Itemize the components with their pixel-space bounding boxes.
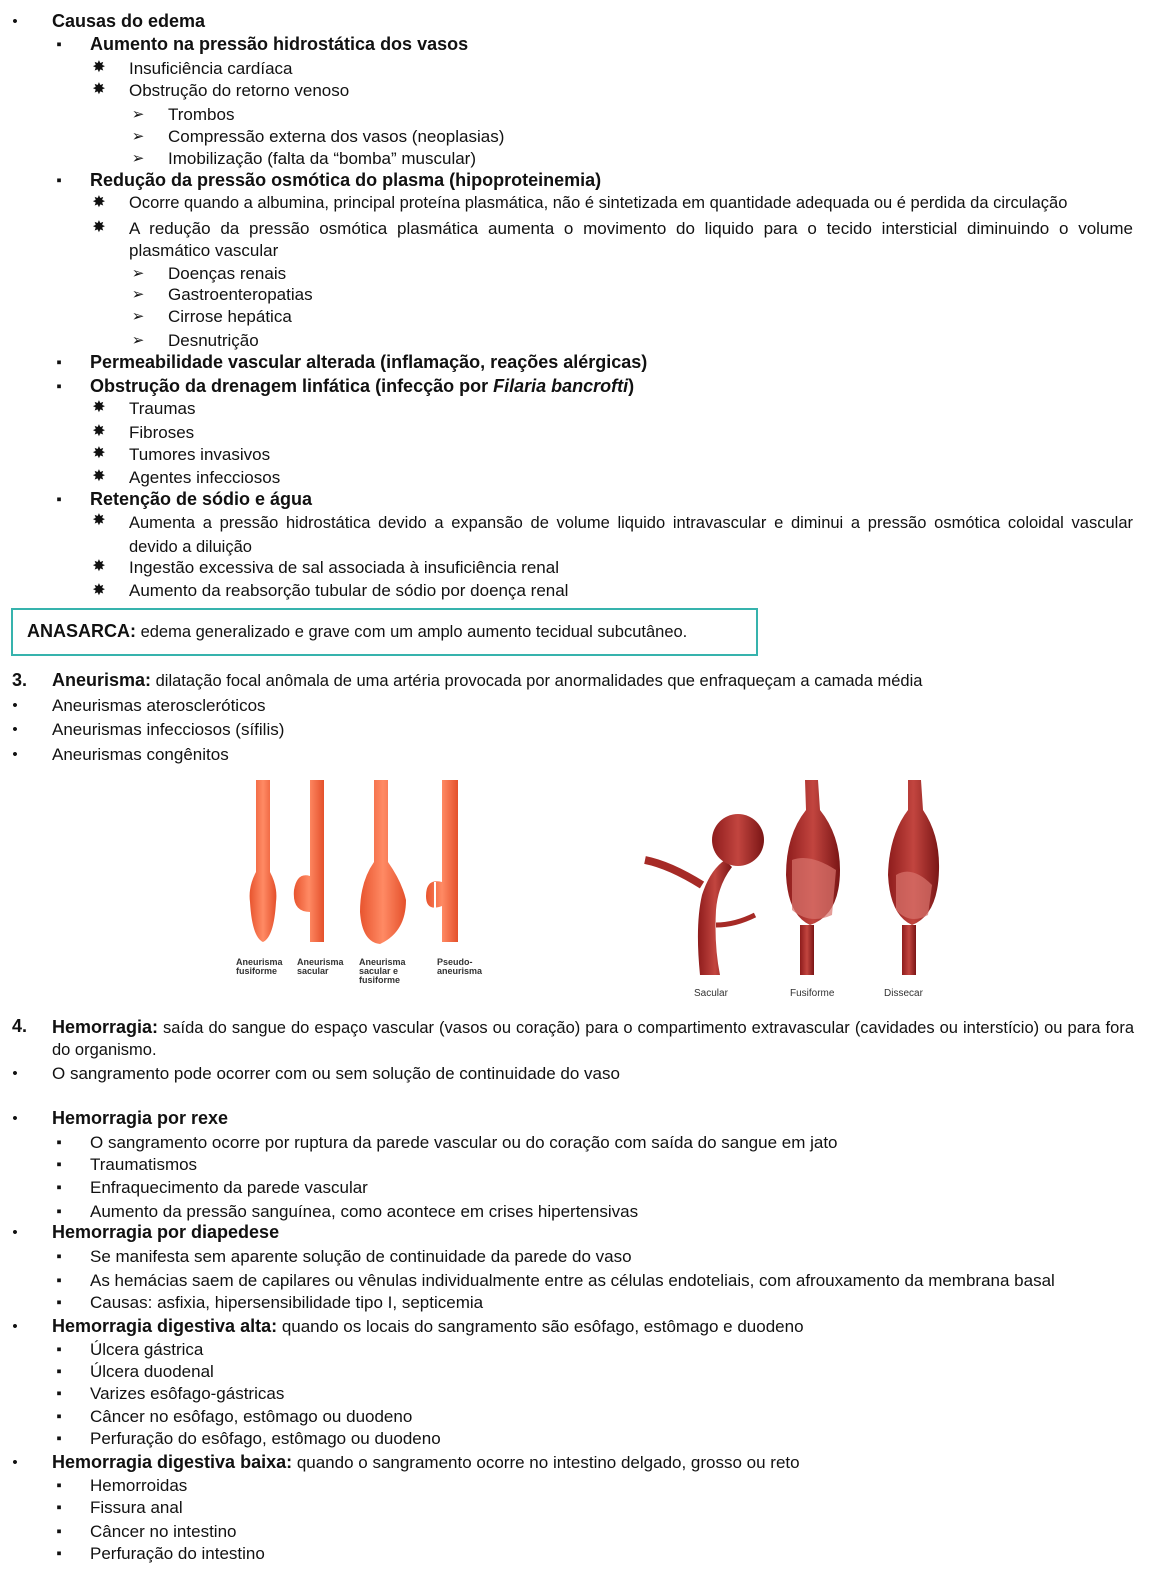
square-marker: ▪ — [56, 1203, 62, 1220]
anasarca-def: edema generalizado e grave com um amplo aumento tecidual subcutâneo. — [136, 623, 688, 641]
edema-s4-title-c: ) — [628, 376, 635, 396]
star-marker: ✸ — [92, 219, 106, 236]
edema-s1-a: Insuficiência cardíaca — [129, 59, 293, 78]
edema-s2-b2: Gastroenteropatias — [168, 285, 313, 304]
alta-title: Hemorragia digestiva alta: — [52, 1316, 278, 1336]
edema-s1-b: Obstrução do retorno venoso — [129, 81, 350, 100]
bullet-marker: • — [12, 1110, 18, 1127]
alta-2: Úlcera duodenal — [90, 1362, 214, 1381]
square-marker: ▪ — [56, 378, 62, 395]
edema-s2-b1: Doenças renais — [168, 264, 287, 283]
star-marker: ✸ — [92, 423, 106, 440]
bullet-marker: • — [12, 721, 18, 738]
star-marker: ✸ — [92, 445, 106, 462]
alta-line — [52, 1316, 804, 1337]
edema-s1-b1: Trombos — [168, 105, 235, 124]
edema-s4-title-species: Filaria bancrofti — [493, 376, 629, 396]
bullet-marker: • — [12, 746, 18, 763]
fusiform-aneurysm-shape — [250, 780, 277, 942]
edema-s4-title — [90, 376, 634, 397]
edema-s2-a: Ocorre quando a albumina, principal proteína plasmática, não é sintetizada em quantidade adequada ou é perdida da circulação — [129, 194, 1068, 212]
rexe-1: O sangramento ocorre por ruptura da parede vascular ou do coração com saída do sangue em jato — [90, 1133, 838, 1152]
edema-s1-title: Aumento na pressão hidrostática dos vasos — [90, 34, 469, 54]
square-marker: ▪ — [56, 1385, 62, 1402]
edema-s4-c: Tumores invasivos — [129, 445, 271, 464]
aneurysm-illustration-figure — [640, 775, 945, 985]
square-marker: ▪ — [56, 1499, 62, 1516]
aneurisma-i1: Aneurismas ateroscleróticos — [52, 696, 266, 715]
edema-s1-b3: Imobilização (falta da “bomba” muscular) — [168, 149, 477, 168]
bullet-marker: • — [12, 13, 18, 30]
saccular-vessel — [698, 860, 732, 975]
arrow-marker: ➢ — [131, 150, 145, 167]
square-marker: ▪ — [56, 491, 62, 508]
arrow-marker: ➢ — [131, 106, 145, 123]
edema-s2-title: Redução da pressão osmótica do plasma (hipoproteinemia) — [90, 170, 602, 190]
edema-s5-c: Aumento da reabsorção tubular de sódio por doença renal — [129, 581, 569, 600]
fig1-caption-4: Pseudo-aneurisma — [437, 957, 483, 976]
edema-s4-d: Agentes infecciosos — [129, 468, 281, 487]
saccular-sac — [712, 814, 764, 866]
arrow-marker: ➢ — [131, 128, 145, 145]
square-marker: ▪ — [56, 354, 62, 371]
edema-s3-title: Permeabilidade vascular alterada (inflamação, reações alérgicas) — [90, 352, 648, 372]
edema-title: Causas do edema — [52, 11, 206, 31]
alta-3: Varizes esôfago-gástricas — [90, 1384, 285, 1403]
diapedese-title: Hemorragia por diapedese — [52, 1222, 280, 1242]
alta-1: Úlcera gástrica — [90, 1340, 204, 1359]
rexe-3: Enfraquecimento da parede vascular — [90, 1178, 368, 1197]
bullet-marker: • — [12, 1454, 18, 1471]
square-marker: ▪ — [56, 1134, 62, 1151]
baixa-4: Perfuração do intestino — [90, 1544, 265, 1563]
baixa-2: Fissura anal — [90, 1498, 183, 1517]
bullet-marker: • — [12, 697, 18, 714]
edema-s5-a: Aumenta a pressão hidrostática devido a expansão de volume liquido intravascular e diminui a pressão osmótica coloidal vascular devido a diluição — [129, 514, 1133, 556]
rexe-title: Hemorragia por rexe — [52, 1108, 229, 1128]
baixa-1: Hemorroidas — [90, 1476, 188, 1495]
baixa-3: Câncer no intestino — [90, 1522, 237, 1541]
edema-s1-b2: Compressão externa dos vasos (neoplasias) — [168, 127, 505, 146]
square-marker: ▪ — [56, 1248, 62, 1265]
rexe-4: Aumento da pressão sanguínea, como acontece em crises hipertensivas — [90, 1202, 639, 1221]
aneurisma-i2: Aneurismas infecciosos (sífilis) — [52, 720, 285, 739]
edema-s2-b3: Cirrose hepática — [168, 307, 292, 326]
arrow-marker: ➢ — [131, 332, 145, 349]
square-marker: ▪ — [56, 1363, 62, 1380]
edema-s5-b: Ingestão excessiva de sal associada à insuficiência renal — [129, 558, 559, 577]
bullet-marker: • — [12, 1318, 18, 1335]
star-marker: ✸ — [92, 558, 106, 575]
bullet-marker: • — [12, 1065, 18, 1082]
fig1-caption-1: Aneurisma fusiforme — [236, 957, 283, 976]
alta-4: Câncer no esôfago, estômago ou duodeno — [90, 1407, 413, 1426]
fig1-caption-2: Aneurisma sacular — [297, 957, 344, 976]
star-marker: ✸ — [92, 59, 106, 76]
square-marker: ▪ — [56, 1156, 62, 1173]
edema-s4-b: Fibroses — [129, 423, 195, 442]
diapedese-2: As hemácias saem de capilares ou vênulas individualmente entre as células endoteliais, com afrouxamento da membrana basal — [90, 1271, 1055, 1290]
diapedese-3: Causas: asfixia, hipersensibilidade tipo I, septicemia — [90, 1293, 484, 1312]
square-marker: ▪ — [56, 1408, 62, 1425]
anasarca-text — [27, 621, 687, 643]
saccular-aneurysm-shape — [294, 780, 324, 942]
hemorragia-def: saída do sangue do espaço vascular (vasos ou coração) para o compartimento extravascular (cavidades ou interstício) ou para fora do organismo. — [52, 1019, 1134, 1059]
square-marker: ▪ — [56, 172, 62, 189]
star-marker: ✸ — [92, 194, 106, 211]
baixa-title: Hemorragia digestiva baixa: — [52, 1452, 293, 1472]
square-marker: ▪ — [56, 1341, 62, 1358]
hemorragia-line — [52, 1016, 1134, 1061]
aneurysm-types-figure — [230, 772, 500, 962]
pseudo-aneurysm-shape — [426, 780, 458, 942]
edema-s4-a: Traumas — [129, 399, 196, 418]
saccular-fusiform-aneurysm-shape — [360, 780, 406, 944]
fig2-caption-1: Sacular — [694, 988, 728, 999]
alta-5: Perfuração do esôfago, estômago ou duodeno — [90, 1429, 441, 1448]
star-marker: ✸ — [92, 399, 106, 416]
square-marker: ▪ — [56, 1545, 62, 1562]
aneurisma-i3: Aneurismas congênitos — [52, 745, 229, 764]
square-marker: ▪ — [56, 1294, 62, 1311]
fig2-caption-2: Fusiforme — [790, 988, 835, 999]
aneurisma-term: Aneurisma: — [52, 670, 152, 690]
rexe-2: Traumatismos — [90, 1155, 198, 1174]
edema-s2-b4: Desnutrição — [168, 331, 259, 350]
hemorragia-term: Hemorragia: — [52, 1017, 159, 1037]
alta-def: quando os locais do sangramento são esôfago, estômago e duodeno — [277, 1317, 804, 1336]
hemorragia-number: 4. — [12, 1016, 28, 1036]
square-marker: ▪ — [56, 1179, 62, 1196]
arrow-marker: ➢ — [131, 308, 145, 325]
square-marker: ▪ — [56, 36, 62, 53]
hemorragia-i1: O sangramento pode ocorrer com ou sem solução de continuidade do vaso — [52, 1064, 620, 1083]
square-marker: ▪ — [56, 1430, 62, 1447]
anasarca-term: ANASARCA: — [27, 621, 136, 641]
fig1-caption-3: Aneurisma sacular e fusiforme — [359, 957, 406, 985]
aneurisma-line — [52, 670, 922, 692]
aneurisma-number: 3. — [12, 670, 28, 690]
arrow-marker: ➢ — [131, 286, 145, 303]
edema-s2-b: A redução da pressão osmótica plasmática aumenta o movimento do liquido para o tecido intersticial diminuindo o volume plasmático vascular — [129, 219, 1133, 260]
baixa-def: quando o sangramento ocorre no intestino delgado, grosso ou reto — [292, 1453, 800, 1472]
diapedese-1: Se manifesta sem aparente solução de continuidade da parede do vaso — [90, 1247, 632, 1266]
star-marker: ✸ — [92, 512, 106, 529]
bullet-marker: • — [12, 1224, 18, 1241]
fig2-caption-3: Dissecar — [884, 988, 923, 999]
baixa-line — [52, 1452, 800, 1473]
star-marker: ✸ — [92, 468, 106, 485]
square-marker: ▪ — [56, 1272, 62, 1289]
star-marker: ✸ — [92, 81, 106, 98]
square-marker: ▪ — [56, 1477, 62, 1494]
edema-s5-title: Retenção de sódio e água — [90, 489, 313, 509]
aneurisma-def: dilatação focal anômala de uma artéria provocada por anormalidades que enfraqueçam a camada média — [151, 672, 923, 690]
star-marker: ✸ — [92, 582, 106, 599]
square-marker: ▪ — [56, 1523, 62, 1540]
edema-s4-title-a: Obstrução da drenagem linfática (infecção por — [90, 376, 494, 396]
arrow-marker: ➢ — [131, 265, 145, 282]
